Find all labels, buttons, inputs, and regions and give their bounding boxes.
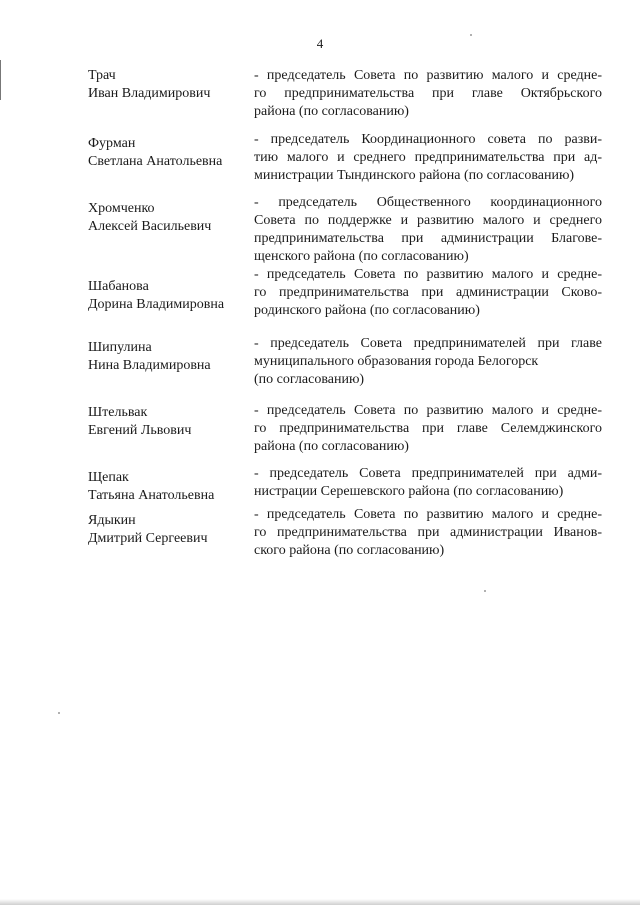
member-given-names: Светлана Анатольевна: [88, 154, 223, 169]
member-given-names: Нина Владимировна: [88, 358, 211, 373]
member-given-names: Алексей Васильевич: [88, 219, 212, 234]
page-number: 4: [316, 36, 324, 51]
member-name: [88, 135, 253, 171]
position-line: щенского района (по согласованию): [254, 249, 469, 264]
member-position: [254, 194, 602, 266]
member-surname: Шипулина: [88, 340, 152, 355]
position-line: муниципального образования города Белогорск: [254, 354, 539, 369]
position-line: - председатель Совета по развитию малого и средне-: [254, 267, 602, 282]
position-line: Совета по поддержке и развитию малого и среднего: [254, 213, 602, 228]
position-line: - председатель Координационного совета по разви-: [254, 132, 602, 147]
member-position: [254, 465, 602, 501]
member-name: [88, 278, 253, 314]
position-line: го предпринимательства при администрации Сково-: [254, 285, 602, 300]
member-given-names: Татьяна Анатольевна: [88, 488, 215, 503]
position-line: нистрации Серешевского района (по согласованию): [254, 484, 564, 499]
position-line: района (по согласованию): [254, 439, 409, 454]
member-surname: Фурман: [88, 136, 136, 151]
position-line: предпринимательства при администрации Благове-: [254, 231, 602, 246]
position-line: родинского района (по согласованию): [254, 303, 480, 318]
member-position: [254, 335, 602, 389]
member-name: [88, 469, 253, 505]
position-line: министрации Тындинского района (по согласованию): [254, 168, 575, 183]
position-line: - председатель Совета предпринимателей при адми-: [254, 466, 602, 481]
member-name: [88, 512, 253, 548]
member-name: [88, 200, 253, 236]
position-line: го предпринимательства при администрации Иванов-: [254, 525, 602, 540]
member-position: [254, 266, 602, 320]
position-line: (по согласованию): [254, 372, 365, 387]
member-given-names: Иван Владимирович: [88, 86, 211, 101]
scan-bottom-edge: [0, 899, 640, 905]
member-surname: Ядыкин: [88, 513, 136, 528]
scan-speck: [58, 712, 60, 714]
member-given-names: Дмитрий Сергеевич: [88, 531, 208, 546]
member-given-names: Евгений Львович: [88, 423, 192, 438]
position-line: - председатель Совета по развитию малого и средне-: [254, 403, 602, 418]
member-given-names: Дорина Владимировна: [88, 297, 225, 312]
position-line: го предпринимательства при главе Октябрьского: [254, 86, 602, 101]
member-surname: Штельвак: [88, 405, 148, 420]
member-position: [254, 402, 602, 456]
member-surname: Хромченко: [88, 201, 155, 216]
member-surname: Шабанова: [88, 279, 149, 294]
position-line: тию малого и среднего предпринимательства при ад-: [254, 150, 602, 165]
member-name: [88, 404, 253, 440]
member-position: [254, 67, 602, 121]
member-position: [254, 506, 602, 560]
position-line: - председатель Совета по развитию малого и средне-: [254, 507, 602, 522]
member-surname: Щепак: [88, 470, 129, 485]
scan-speck: [484, 590, 486, 592]
scan-speck: [470, 34, 472, 36]
position-line: района (по согласованию): [254, 104, 409, 119]
scan-edge-mark: [0, 60, 1, 100]
position-line: го предпринимательства при главе Селемджинского: [254, 421, 602, 436]
position-line: - председатель Совета предпринимателей при главе: [254, 336, 602, 351]
member-surname: Трач: [88, 68, 116, 83]
position-line: ского района (по согласованию): [254, 543, 445, 558]
member-position: [254, 131, 602, 185]
position-line: - председатель Совета по развитию малого и средне-: [254, 68, 602, 83]
member-name: [88, 67, 253, 103]
position-line: - председатель Общественного координационного: [254, 195, 602, 210]
member-name: [88, 339, 253, 375]
